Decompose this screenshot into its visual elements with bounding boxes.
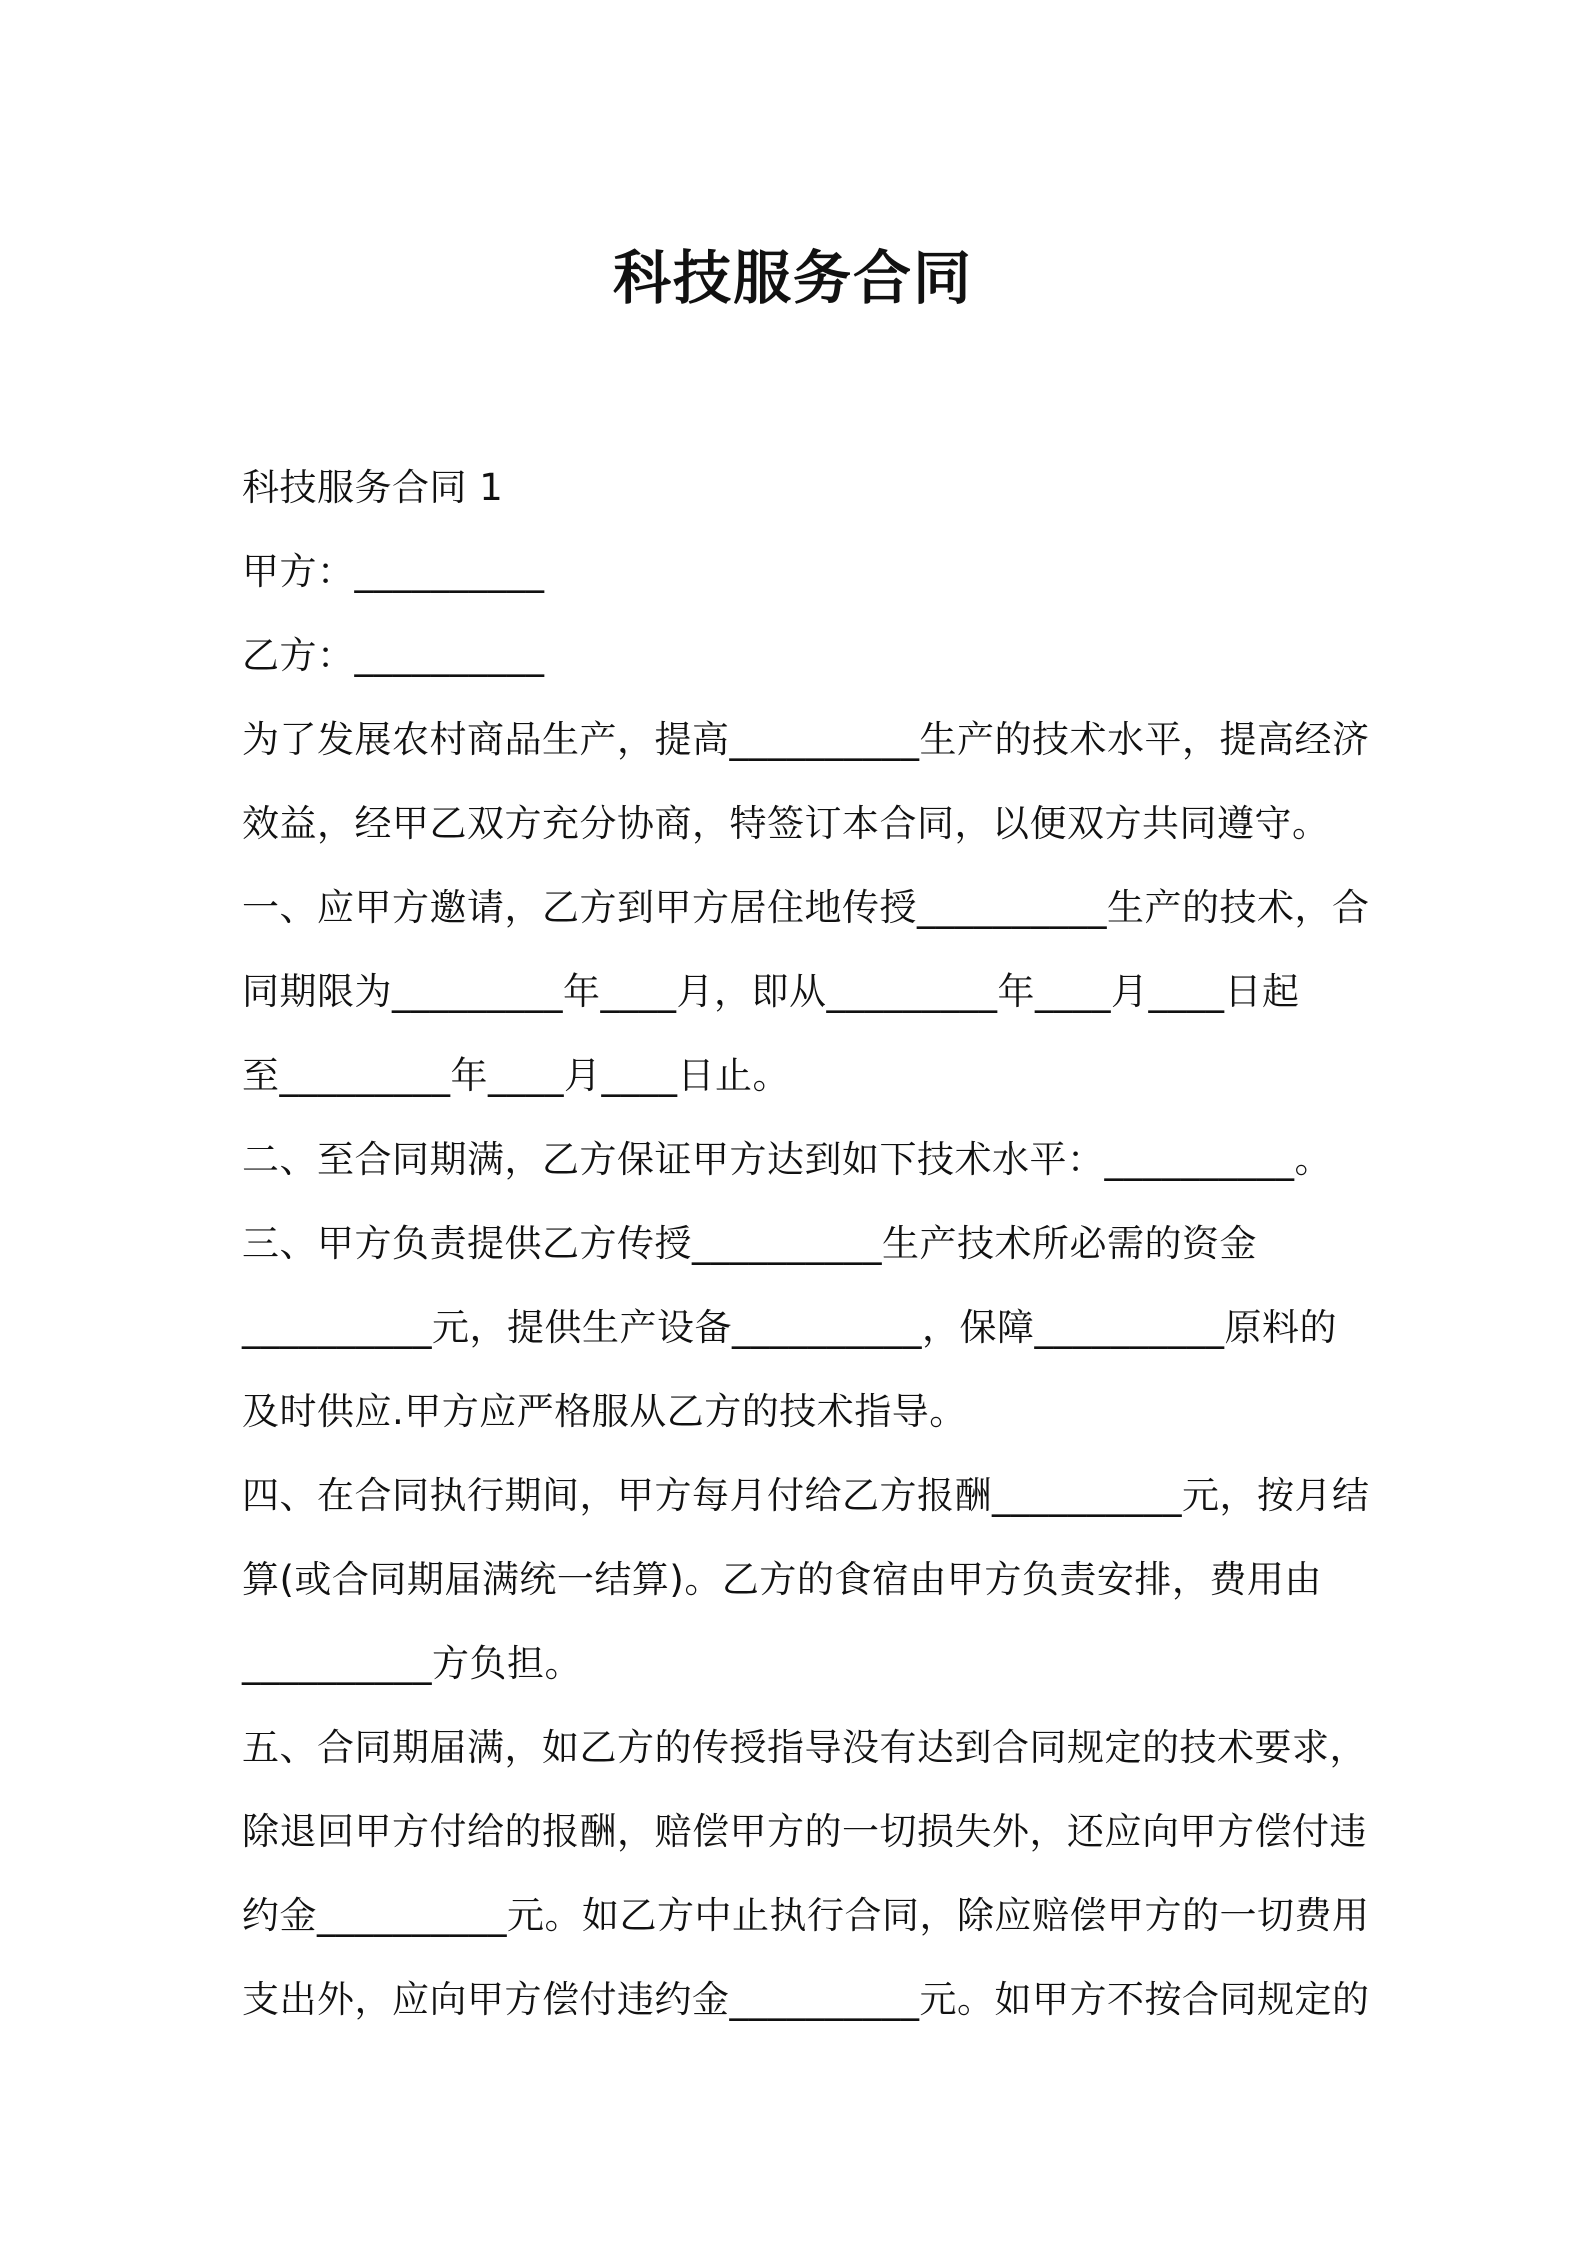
clause-5-line-3: 约金__________元。如乙方中止执行合同，除应赔偿甲方的一切费用: [242, 1894, 1370, 1937]
preamble-line-2: 效益，经甲乙双方充分协商，特签订本合同，以便双方共同遵守。: [242, 802, 1330, 845]
party-b-line: 乙方：__________: [242, 634, 545, 677]
clause-5-line-4: 支出外，应向甲方偿付违约金__________元。如甲方不按合同规定的: [242, 1978, 1370, 2021]
clause-5-line-2: 除退回甲方付给的报酬，赔偿甲方的一切损失外，还应向甲方偿付违: [242, 1810, 1367, 1853]
clause-3-line-2: __________元，提供生产设备__________，保障__________原料的: [242, 1306, 1337, 1349]
clause-4-line-3: __________方负担。: [242, 1642, 582, 1685]
clause-1-line-3: 至_________年____月____日止。: [242, 1054, 790, 1097]
clause-4-line-1: 四、在合同执行期间，甲方每月付给乙方报酬__________元，按月结: [242, 1474, 1370, 1517]
preamble-line-1: 为了发展农村商品生产，提高__________生产的技术水平，提高经济: [242, 718, 1370, 761]
clause-1-line-2: 同期限为_________年____月，即从_________年____月____日起: [242, 970, 1300, 1013]
clause-3-line-3: 及时供应.甲方应严格服从乙方的技术指导。: [242, 1390, 967, 1433]
contract-subtitle: 科技服务合同 1: [242, 466, 504, 509]
document-title: 科技服务合同: [612, 244, 973, 312]
clause-4-line-2: 算(或合同期届满统一结算)。乙方的食宿由甲方负责安排，费用由: [242, 1558, 1322, 1601]
clause-3-line-1: 三、甲方负责提供乙方传授__________生产技术所必需的资金: [242, 1222, 1257, 1265]
clause-2-line-1: 二、至合同期满，乙方保证甲方达到如下技术水平：__________。: [242, 1138, 1332, 1181]
clause-5-line-1: 五、合同期届满，如乙方的传授指导没有达到合同规定的技术要求，: [242, 1726, 1367, 1769]
clause-1-line-1: 一、应甲方邀请，乙方到甲方居住地传授__________生产的技术，合: [242, 886, 1370, 929]
party-a-line: 甲方：__________: [242, 550, 545, 593]
document-body: [242, 446, 1370, 2042]
